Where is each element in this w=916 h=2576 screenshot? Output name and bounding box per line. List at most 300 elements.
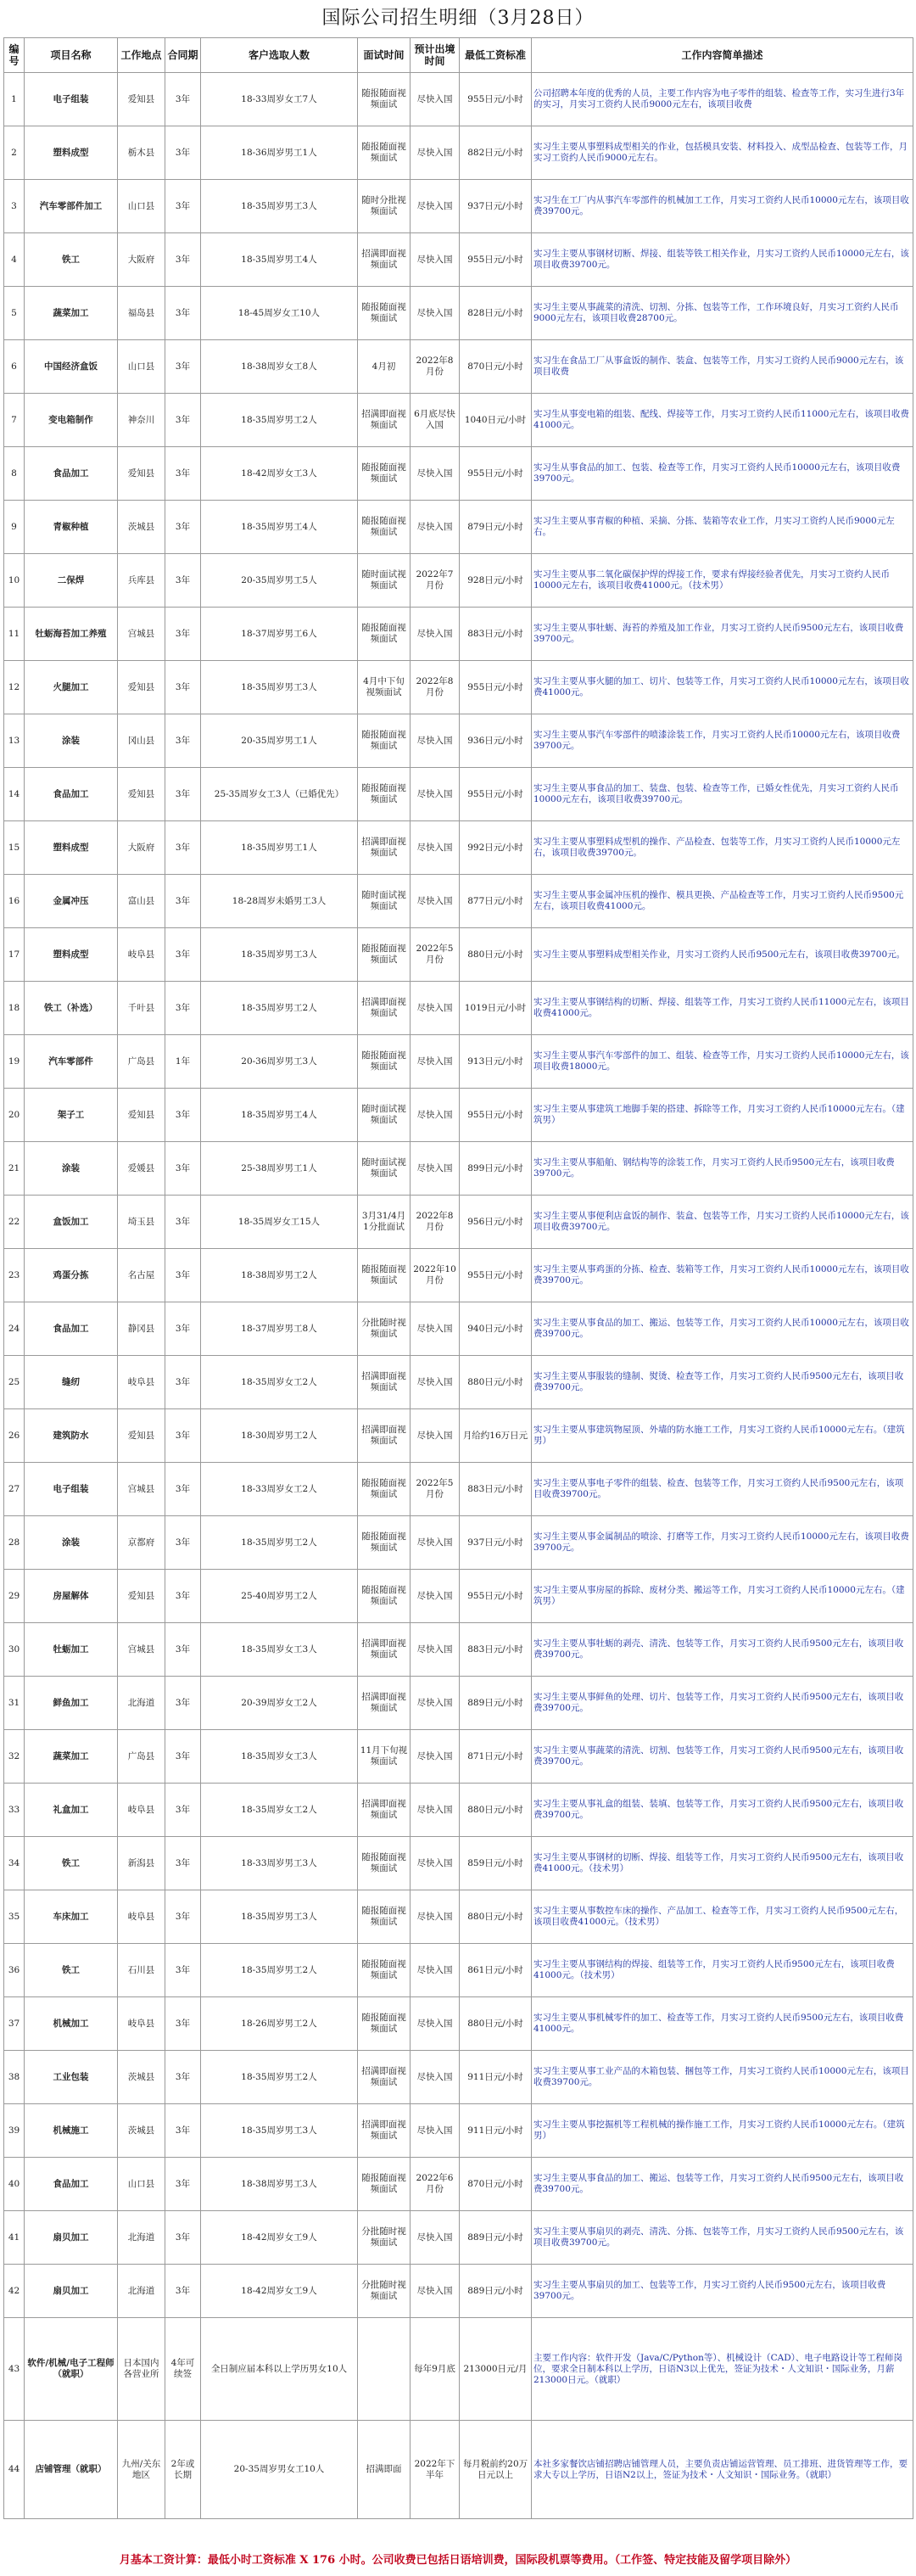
job-description: 实习生主要从事塑料成型相关作业，月实习工资约人民币9500元左右，该项目收费39700元。 xyxy=(532,928,913,982)
job-description: 实习生主要从事建筑工地脚手架的搭建、拆除等工作，月实习工资约人民币10000元左右。（建筑男） xyxy=(532,1089,913,1142)
table-body xyxy=(4,73,913,2519)
project-name: 涂装 xyxy=(25,1516,118,1570)
table-row xyxy=(4,928,913,982)
required-quota: 18-26周岁男工2人 xyxy=(201,1997,358,2051)
required-quota: 18-35周岁男工3人 xyxy=(201,661,358,714)
interview-time: 随报随面视频面试 xyxy=(358,1249,411,1302)
minimum-wage: 956日元/小时 xyxy=(460,1196,532,1249)
job-description: 实习生主要从事鸡蛋的分拣、检查、装箱等工作，月实习工资约人民币10000元左右，该项目收费39700元。 xyxy=(532,1249,913,1302)
minimum-wage: 913日元/小时 xyxy=(460,1035,532,1089)
required-quota: 20-35周岁男工1人 xyxy=(201,714,358,768)
departure-time: 尽快入国 xyxy=(411,1409,460,1463)
table-row xyxy=(4,1784,913,1837)
contract-term: 3年 xyxy=(165,1730,201,1784)
contract-term: 3年 xyxy=(165,608,201,661)
contract-term: 3年 xyxy=(165,982,201,1035)
job-description: 实习生主要从事火腿的加工、切片、包装等工作，月实习工资约人民币10000元左右，该项目收费41000元。 xyxy=(532,661,913,714)
departure-time: 尽快入国 xyxy=(411,2211,460,2265)
work-location: 爱知县 xyxy=(118,768,165,821)
row-number: 34 xyxy=(4,1837,25,1890)
project-name: 食品加工 xyxy=(25,447,118,501)
interview-time: 招满即面视频面试 xyxy=(358,1677,411,1730)
minimum-wage: 877日元/小时 xyxy=(460,875,532,928)
contract-term: 3年 xyxy=(165,1677,201,1730)
row-number: 33 xyxy=(4,1784,25,1837)
minimum-wage: 月给约16万日元 xyxy=(460,1409,532,1463)
contract-term: 3年 xyxy=(165,768,201,821)
required-quota: 18-35周岁男工2人 xyxy=(201,982,358,1035)
departure-time: 尽快入国 xyxy=(411,1516,460,1570)
project-name: 中国经济盒饭 xyxy=(25,340,118,394)
contract-term: 3年 xyxy=(165,554,201,608)
table-row xyxy=(4,1463,913,1516)
required-quota: 18-35周岁女工3人 xyxy=(201,1623,358,1677)
row-number: 7 xyxy=(4,394,25,447)
contract-term: 3年 xyxy=(165,1837,201,1890)
required-quota: 18-38周岁男工2人 xyxy=(201,1249,358,1302)
required-quota: 20-39周岁女工2人 xyxy=(201,1677,358,1730)
row-number: 32 xyxy=(4,1730,25,1784)
minimum-wage: 955日元/小时 xyxy=(460,233,532,287)
departure-time: 6月底尽快入国 xyxy=(411,394,460,447)
required-quota: 18-35周岁女工15人 xyxy=(201,1196,358,1249)
work-location: 广岛县 xyxy=(118,1035,165,1089)
project-name: 蔬菜加工 xyxy=(25,287,118,340)
table-row xyxy=(4,821,913,875)
departure-time: 尽快入国 xyxy=(411,1302,460,1356)
departure-time: 尽快入国 xyxy=(411,1837,460,1890)
table-row xyxy=(4,1249,913,1302)
departure-time: 2022年下半年 xyxy=(411,2421,460,2519)
job-description: 实习生主要从事金属制品的喷涂、打磨等工作，月实习工资约人民币10000元左右，该项目收费39700元。 xyxy=(532,1516,913,1570)
contract-term: 3年 xyxy=(165,233,201,287)
work-location: 宫城县 xyxy=(118,1623,165,1677)
table-row xyxy=(4,233,913,287)
job-description: 实习生主要从事服装的缝制、熨烫、检查等工作，月实习工资约人民币9500元左右，该项目收费39700元。 xyxy=(532,1356,913,1409)
minimum-wage: 992日元/小时 xyxy=(460,821,532,875)
interview-time: 随报随面视频面试 xyxy=(358,1463,411,1516)
work-location: 北海道 xyxy=(118,2265,165,2318)
table-row xyxy=(4,2265,913,2318)
interview-time: 招满即面视频面试 xyxy=(358,2051,411,2104)
interview-time: 4月初 xyxy=(358,340,411,394)
job-description: 实习生主要从事青椒的种植、采摘、分拣、装箱等农业工作，月实习工资约人民币9000元左右。 xyxy=(532,501,913,554)
job-description: 实习生主要从事鲜鱼的处理、切片、包装等工作，月实习工资约人民币9500元左右，该项目收费39700元。 xyxy=(532,1677,913,1730)
contract-term: 3年 xyxy=(165,2051,201,2104)
contract-term: 3年 xyxy=(165,1890,201,1944)
row-number: 10 xyxy=(4,554,25,608)
minimum-wage: 883日元/小时 xyxy=(460,1463,532,1516)
row-number: 18 xyxy=(4,982,25,1035)
row-number: 38 xyxy=(4,2051,25,2104)
table-row xyxy=(4,287,913,340)
work-location: 大阪府 xyxy=(118,233,165,287)
row-number: 26 xyxy=(4,1409,25,1463)
departure-time: 2022年7月份 xyxy=(411,554,460,608)
work-location: 北海道 xyxy=(118,1677,165,1730)
interview-time: 3月31/4月1分批面试 xyxy=(358,1196,411,1249)
row-number: 37 xyxy=(4,1997,25,2051)
project-name: 青椒种植 xyxy=(25,501,118,554)
minimum-wage: 955日元/小时 xyxy=(460,661,532,714)
contract-term: 3年 xyxy=(165,2211,201,2265)
departure-time: 尽快入国 xyxy=(411,714,460,768)
contract-term: 3年 xyxy=(165,1196,201,1249)
required-quota: 18-35周岁男工2人 xyxy=(201,1516,358,1570)
required-quota: 18-33周岁男工3人 xyxy=(201,1837,358,1890)
minimum-wage: 911日元/小时 xyxy=(460,2104,532,2158)
departure-time: 2022年5月份 xyxy=(411,928,460,982)
departure-time: 尽快入国 xyxy=(411,1035,460,1089)
interview-time: 招满即面视频面试 xyxy=(358,1409,411,1463)
interview-time: 随报随面视频面试 xyxy=(358,768,411,821)
interview-time: 随报随面视频面试 xyxy=(358,73,411,126)
interview-time: 招满即面视频面试 xyxy=(358,1356,411,1409)
table-header-row xyxy=(4,38,913,73)
job-description: 实习生主要从事食品的加工、搬运、包装等工作，月实习工资约人民币9500元左右，该项目收费39700元。 xyxy=(532,2158,913,2211)
project-name: 涂装 xyxy=(25,714,118,768)
departure-time: 尽快入国 xyxy=(411,233,460,287)
required-quota: 18-38周岁男工3人 xyxy=(201,2158,358,2211)
work-location: 富山县 xyxy=(118,875,165,928)
minimum-wage: 861日元/小时 xyxy=(460,1944,532,1997)
project-name: 塑料成型 xyxy=(25,821,118,875)
job-description: 实习生主要从事金属冲压机的操作、模具更换、产品检查等工作，月实习工资约人民币9500元左右，该项目收费41000元。 xyxy=(532,875,913,928)
job-description: 实习生主要从事塑料成型机的操作、产品检查、包装等工作，月实习工资约人民币10000元左右，该项目收费39700元。 xyxy=(532,821,913,875)
interview-time: 随报随面视频面试 xyxy=(358,1997,411,2051)
minimum-wage: 899日元/小时 xyxy=(460,1142,532,1196)
minimum-wage: 883日元/小时 xyxy=(460,608,532,661)
col-header-term: 合同期 xyxy=(165,38,201,73)
work-location: 新潟县 xyxy=(118,1837,165,1890)
job-description: 实习生主要从事机械零件的加工、检查等工作，月实习工资约人民币9500元左右，该项目收费41000元。 xyxy=(532,1997,913,2051)
minimum-wage: 每月税前约20万日元以上 xyxy=(460,2421,532,2519)
job-description: 本社多家餐饮店铺招聘店铺管理人员，主要负责店铺运营管理、员工排班、进货管理等工作，要求大专以上学历，日语N2以上，签证为技术・人文知识・国际业务。（就职） xyxy=(532,2421,913,2519)
project-name: 电子组装 xyxy=(25,1463,118,1516)
job-description: 实习生主要从事钢材的切断、焊接、组装等工作，月实习工资约人民币9500元左右，该项目收费41000元。（技术男） xyxy=(532,1837,913,1890)
required-quota: 18-35周岁男工3人 xyxy=(201,1890,358,1944)
table-row xyxy=(4,1570,913,1623)
table-row xyxy=(4,2158,913,2211)
project-name: 架子工 xyxy=(25,1089,118,1142)
work-location: 岐阜县 xyxy=(118,1356,165,1409)
required-quota: 25-35周岁女工3人（已婚优先） xyxy=(201,768,358,821)
table-row xyxy=(4,447,913,501)
job-description: 实习生主要从事食品的加工、装盘、包装、检查等工作，已婚女性优先，月实习工资约人民币10000元左右，该项目收费39700元。 xyxy=(532,768,913,821)
project-name: 缝纫 xyxy=(25,1356,118,1409)
job-description: 实习生主要从事礼盒的组装、装填、包装等工作，月实习工资约人民币9500元左右，该项目收费39700元。 xyxy=(532,1784,913,1837)
work-location: 岐阜县 xyxy=(118,1890,165,1944)
required-quota: 18-35周岁男工2人 xyxy=(201,394,358,447)
interview-time: 招满即面 xyxy=(358,2421,411,2519)
work-location: 山口县 xyxy=(118,180,165,233)
row-number: 28 xyxy=(4,1516,25,1570)
project-name: 变电箱制作 xyxy=(25,394,118,447)
required-quota: 18-42周岁女工3人 xyxy=(201,447,358,501)
required-quota: 18-37周岁男工6人 xyxy=(201,608,358,661)
job-description: 实习生从事食品的加工、包装、检查等工作，月实习工资约人民币10000元左右，该项目收费39700元。 xyxy=(532,447,913,501)
table-row xyxy=(4,1356,913,1409)
required-quota: 25-38周岁男工1人 xyxy=(201,1142,358,1196)
project-name: 铁工 xyxy=(25,1944,118,1997)
table-row xyxy=(4,2104,913,2158)
project-name: 铁工 xyxy=(25,1837,118,1890)
work-location: 爱知县 xyxy=(118,73,165,126)
row-number: 5 xyxy=(4,287,25,340)
col-header-description: 工作内容简单描述 xyxy=(532,38,913,73)
project-name: 鸡蛋分拣 xyxy=(25,1249,118,1302)
required-quota: 18-33周岁女工2人 xyxy=(201,1463,358,1516)
work-location: 广岛县 xyxy=(118,1730,165,1784)
departure-time: 尽快入国 xyxy=(411,287,460,340)
job-description: 实习生主要从事蔬菜的清洗、切割、包装等工作，月实习工资约人民币9500元左右，该项目收费39700元。 xyxy=(532,1730,913,1784)
departure-time: 尽快入国 xyxy=(411,501,460,554)
work-location: 山口县 xyxy=(118,2158,165,2211)
work-location: 宫城县 xyxy=(118,608,165,661)
minimum-wage: 879日元/小时 xyxy=(460,501,532,554)
work-location: 埼玉县 xyxy=(118,1196,165,1249)
table-row xyxy=(4,2051,913,2104)
minimum-wage: 880日元/小时 xyxy=(460,928,532,982)
project-name: 塑料成型 xyxy=(25,126,118,180)
minimum-wage: 955日元/小时 xyxy=(460,73,532,126)
col-header-interview: 面试时间 xyxy=(358,38,411,73)
table-row xyxy=(4,340,913,394)
row-number: 24 xyxy=(4,1302,25,1356)
work-location: 茨城县 xyxy=(118,2051,165,2104)
project-name: 食品加工 xyxy=(25,768,118,821)
work-location: 神奈川 xyxy=(118,394,165,447)
contract-term: 3年 xyxy=(165,340,201,394)
contract-term: 3年 xyxy=(165,821,201,875)
table-row xyxy=(4,1730,913,1784)
job-description: 实习生在食品工厂从事盒饭的制作、装盒、包装等工作，月实习工资约人民币9000元左右，该项目收费 xyxy=(532,340,913,394)
contract-term: 3年 xyxy=(165,714,201,768)
job-description: 实习生主要从事汽车零部件的喷漆涂装工作，月实习工资约人民币10000元左右，该项目收费39700元。 xyxy=(532,714,913,768)
required-quota: 18-33周岁女工7人 xyxy=(201,73,358,126)
required-quota: 18-35周岁女工2人 xyxy=(201,1356,358,1409)
departure-time: 尽快入国 xyxy=(411,1677,460,1730)
table-row xyxy=(4,661,913,714)
interview-time: 招满即面视频面试 xyxy=(358,1784,411,1837)
required-quota: 18-35周岁男工3人 xyxy=(201,2104,358,2158)
minimum-wage: 936日元/小时 xyxy=(460,714,532,768)
col-header-departure: 预计出境时间 xyxy=(411,38,460,73)
job-description: 实习生主要从事房屋的拆除、废材分类、搬运等工作，月实习工资约人民币10000元左右。（建筑男） xyxy=(532,1570,913,1623)
departure-time: 2022年8月份 xyxy=(411,340,460,394)
project-name: 蔬菜加工 xyxy=(25,1730,118,1784)
work-location: 石川县 xyxy=(118,1944,165,1997)
table-row xyxy=(4,180,913,233)
contract-term: 3年 xyxy=(165,1302,201,1356)
project-name: 食品加工 xyxy=(25,2158,118,2211)
required-quota: 18-35周岁女工2人 xyxy=(201,1784,358,1837)
interview-time: 招满即面视频面试 xyxy=(358,233,411,287)
project-name: 电子组装 xyxy=(25,73,118,126)
interview-time: 随报随面视频面试 xyxy=(358,1516,411,1570)
contract-term: 3年 xyxy=(165,1944,201,1997)
row-number: 11 xyxy=(4,608,25,661)
table-row xyxy=(4,608,913,661)
table-row xyxy=(4,1944,913,1997)
required-quota: 25-40周岁男工2人 xyxy=(201,1570,358,1623)
job-description: 实习生主要从事扇贝的加工、包装等工作，月实习工资约人民币9500元左右，该项目收费39700元。 xyxy=(532,2265,913,2318)
interview-time: 随时面试视频面试 xyxy=(358,554,411,608)
minimum-wage: 1040日元/小时 xyxy=(460,394,532,447)
departure-time: 2022年8月份 xyxy=(411,661,460,714)
row-number: 13 xyxy=(4,714,25,768)
departure-time: 尽快入国 xyxy=(411,1890,460,1944)
minimum-wage: 889日元/小时 xyxy=(460,2265,532,2318)
project-name: 铁工 xyxy=(25,233,118,287)
departure-time: 尽快入国 xyxy=(411,875,460,928)
row-number: 2 xyxy=(4,126,25,180)
interview-time: 招满即面视频面试 xyxy=(358,1623,411,1677)
col-header-location: 工作地点 xyxy=(118,38,165,73)
departure-time: 尽快入国 xyxy=(411,447,460,501)
required-quota: 20-35周岁男女工10人 xyxy=(201,2421,358,2519)
required-quota: 18-35周岁男工4人 xyxy=(201,233,358,287)
table-row xyxy=(4,394,913,447)
job-description: 实习生主要从事数控车床的操作、产品加工、检查等工作，月实习工资约人民币9500元左右，该项目收费41000元。（技术男） xyxy=(532,1890,913,1944)
required-quota: 18-35周岁男工1人 xyxy=(201,821,358,875)
departure-time: 尽快入国 xyxy=(411,1089,460,1142)
contract-term: 3年 xyxy=(165,1623,201,1677)
required-quota: 18-30周岁男工2人 xyxy=(201,1409,358,1463)
departure-time: 尽快入国 xyxy=(411,1784,460,1837)
contract-term: 3年 xyxy=(165,928,201,982)
required-quota: 20-36周岁男工3人 xyxy=(201,1035,358,1089)
departure-time: 尽快入国 xyxy=(411,608,460,661)
work-location: 岐阜县 xyxy=(118,1997,165,2051)
job-description: 公司招聘本年度的优秀的人员，主要工作内容为电子零件的组装、检查等工作，实习生进行3年的实习，月实习工资约人民币9000元左右，该项目收费 xyxy=(532,73,913,126)
required-quota: 18-42周岁女工9人 xyxy=(201,2265,358,2318)
job-description: 实习生主要从事钢结构的切断、焊接、组装等工作，月实习工资约人民币11000元左右，该项目收费41000元。 xyxy=(532,982,913,1035)
row-number: 22 xyxy=(4,1196,25,1249)
work-location: 北海道 xyxy=(118,2211,165,2265)
job-description: 实习生主要从事钢结构的焊接、组装等工作，月实习工资约人民币9500元左右，该项目收费41000元。（技术男） xyxy=(532,1944,913,1997)
work-location: 茨城县 xyxy=(118,2104,165,2158)
contract-term: 2年或长期 xyxy=(165,2421,201,2519)
col-header-wage: 最低工资标准 xyxy=(460,38,532,73)
table-row xyxy=(4,1516,913,1570)
project-name: 建筑防水 xyxy=(25,1409,118,1463)
interview-time: 随报随面视频面试 xyxy=(358,126,411,180)
row-number: 25 xyxy=(4,1356,25,1409)
minimum-wage: 955日元/小时 xyxy=(460,1570,532,1623)
table-row xyxy=(4,1677,913,1730)
minimum-wage: 889日元/小时 xyxy=(460,2211,532,2265)
minimum-wage: 889日元/小时 xyxy=(460,1677,532,1730)
departure-time: 尽快入国 xyxy=(411,1730,460,1784)
contract-term: 3年 xyxy=(165,1409,201,1463)
job-description: 实习生在工厂内从事汽车零部件的机械加工工作，月实习工资约人民币10000元左右，该项目收费39700元。 xyxy=(532,180,913,233)
interview-time: 随报随面视频面试 xyxy=(358,928,411,982)
contract-term: 3年 xyxy=(165,1142,201,1196)
work-location: 名古屋 xyxy=(118,1249,165,1302)
interview-time: 随报随面视频面试 xyxy=(358,1570,411,1623)
interview-time: 招满即面视频面试 xyxy=(358,821,411,875)
table-row xyxy=(4,768,913,821)
row-number: 44 xyxy=(4,2421,25,2519)
project-name: 工业包装 xyxy=(25,2051,118,2104)
table-row xyxy=(4,1142,913,1196)
contract-term: 3年 xyxy=(165,447,201,501)
work-location: 爱知县 xyxy=(118,447,165,501)
work-location: 爱知县 xyxy=(118,661,165,714)
contract-term: 3年 xyxy=(165,1089,201,1142)
job-description: 实习生主要从事食品的加工、搬运、包装等工作，月实习工资约人民币10000元左右，该项目收费39700元。 xyxy=(532,1302,913,1356)
contract-term: 3年 xyxy=(165,1516,201,1570)
interview-time: 随时分批视频面试 xyxy=(358,180,411,233)
table-row xyxy=(4,501,913,554)
required-quota: 18-42周岁女工9人 xyxy=(201,2211,358,2265)
project-name: 汽车零部件加工 xyxy=(25,180,118,233)
interview-time: 随报随面视频面试 xyxy=(358,447,411,501)
contract-term: 3年 xyxy=(165,1784,201,1837)
project-name: 食品加工 xyxy=(25,1302,118,1356)
required-quota: 18-35周岁男工3人 xyxy=(201,928,358,982)
minimum-wage: 928日元/小时 xyxy=(460,554,532,608)
required-quota: 18-38周岁女工8人 xyxy=(201,340,358,394)
row-number: 4 xyxy=(4,233,25,287)
contract-term: 3年 xyxy=(165,73,201,126)
departure-time: 尽快入国 xyxy=(411,982,460,1035)
job-description: 实习生主要从事蔬菜的清洗、切割、分拣、包装等工作，工作环境良好，月实习工资约人民币9000元左右，该项目收费28700元。 xyxy=(532,287,913,340)
interview-time: 分批随时视频面试 xyxy=(358,1302,411,1356)
work-location: 日本国内各营业所 xyxy=(118,2318,165,2421)
work-location: 宫城县 xyxy=(118,1463,165,1516)
minimum-wage: 859日元/小时 xyxy=(460,1837,532,1890)
row-number: 8 xyxy=(4,447,25,501)
job-description: 实习生主要从事便利店盒饭的制作、装盒、包装等工作，月实习工资约人民币10000元左右，该项目收费39700元。 xyxy=(532,1196,913,1249)
project-name: 礼盒加工 xyxy=(25,1784,118,1837)
work-location: 九州/关东地区 xyxy=(118,2421,165,2519)
work-location: 大阪府 xyxy=(118,821,165,875)
footer-note: 月基本工资计算：最低小时工资标准 X 176 小时。公司收费已包括日语培训费，国际段机票等费用。（工作签、特定技能及留学项目除外） xyxy=(119,2554,797,2567)
project-name: 店铺管理（就职） xyxy=(25,2421,118,2519)
interview-time: 随报随面视频面试 xyxy=(358,2158,411,2211)
minimum-wage: 880日元/小时 xyxy=(460,1997,532,2051)
minimum-wage: 870日元/小时 xyxy=(460,2158,532,2211)
interview-time: 随报随面视频面试 xyxy=(358,1944,411,1997)
minimum-wage: 937日元/小时 xyxy=(460,1516,532,1570)
minimum-wage: 883日元/小时 xyxy=(460,1623,532,1677)
departure-time: 尽快入国 xyxy=(411,1142,460,1196)
minimum-wage: 880日元/小时 xyxy=(460,1784,532,1837)
contract-term: 3年 xyxy=(165,1249,201,1302)
required-quota: 18-45周岁女工10人 xyxy=(201,287,358,340)
job-description: 实习生主要从事牡蛎、海苔的养殖及加工作业，月实习工资约人民币9500元左右，该项目收费39700元。 xyxy=(532,608,913,661)
project-name: 扇贝加工 xyxy=(25,2265,118,2318)
required-quota: 18-35周岁男工2人 xyxy=(201,1944,358,1997)
interview-time: 随报随面视频面试 xyxy=(358,501,411,554)
contract-term: 3年 xyxy=(165,180,201,233)
project-name: 机械加工 xyxy=(25,1997,118,2051)
contract-term: 3年 xyxy=(165,394,201,447)
contract-term: 3年 xyxy=(165,1997,201,2051)
interview-time: 随报随面视频面试 xyxy=(358,1837,411,1890)
interview-time: 随报随面视频面试 xyxy=(358,1890,411,1944)
interview-time: 随报随面视频面试 xyxy=(358,287,411,340)
table-row xyxy=(4,875,913,928)
row-number: 16 xyxy=(4,875,25,928)
contract-term: 3年 xyxy=(165,1570,201,1623)
contract-term: 1年 xyxy=(165,1035,201,1089)
required-quota: 18-28周岁未婚男工3人 xyxy=(201,875,358,928)
table-row xyxy=(4,1997,913,2051)
job-description: 实习生主要从事船舶、钢结构等的涂装工作，月实习工资约人民币9500元左右，该项目收费39700元。 xyxy=(532,1142,913,1196)
